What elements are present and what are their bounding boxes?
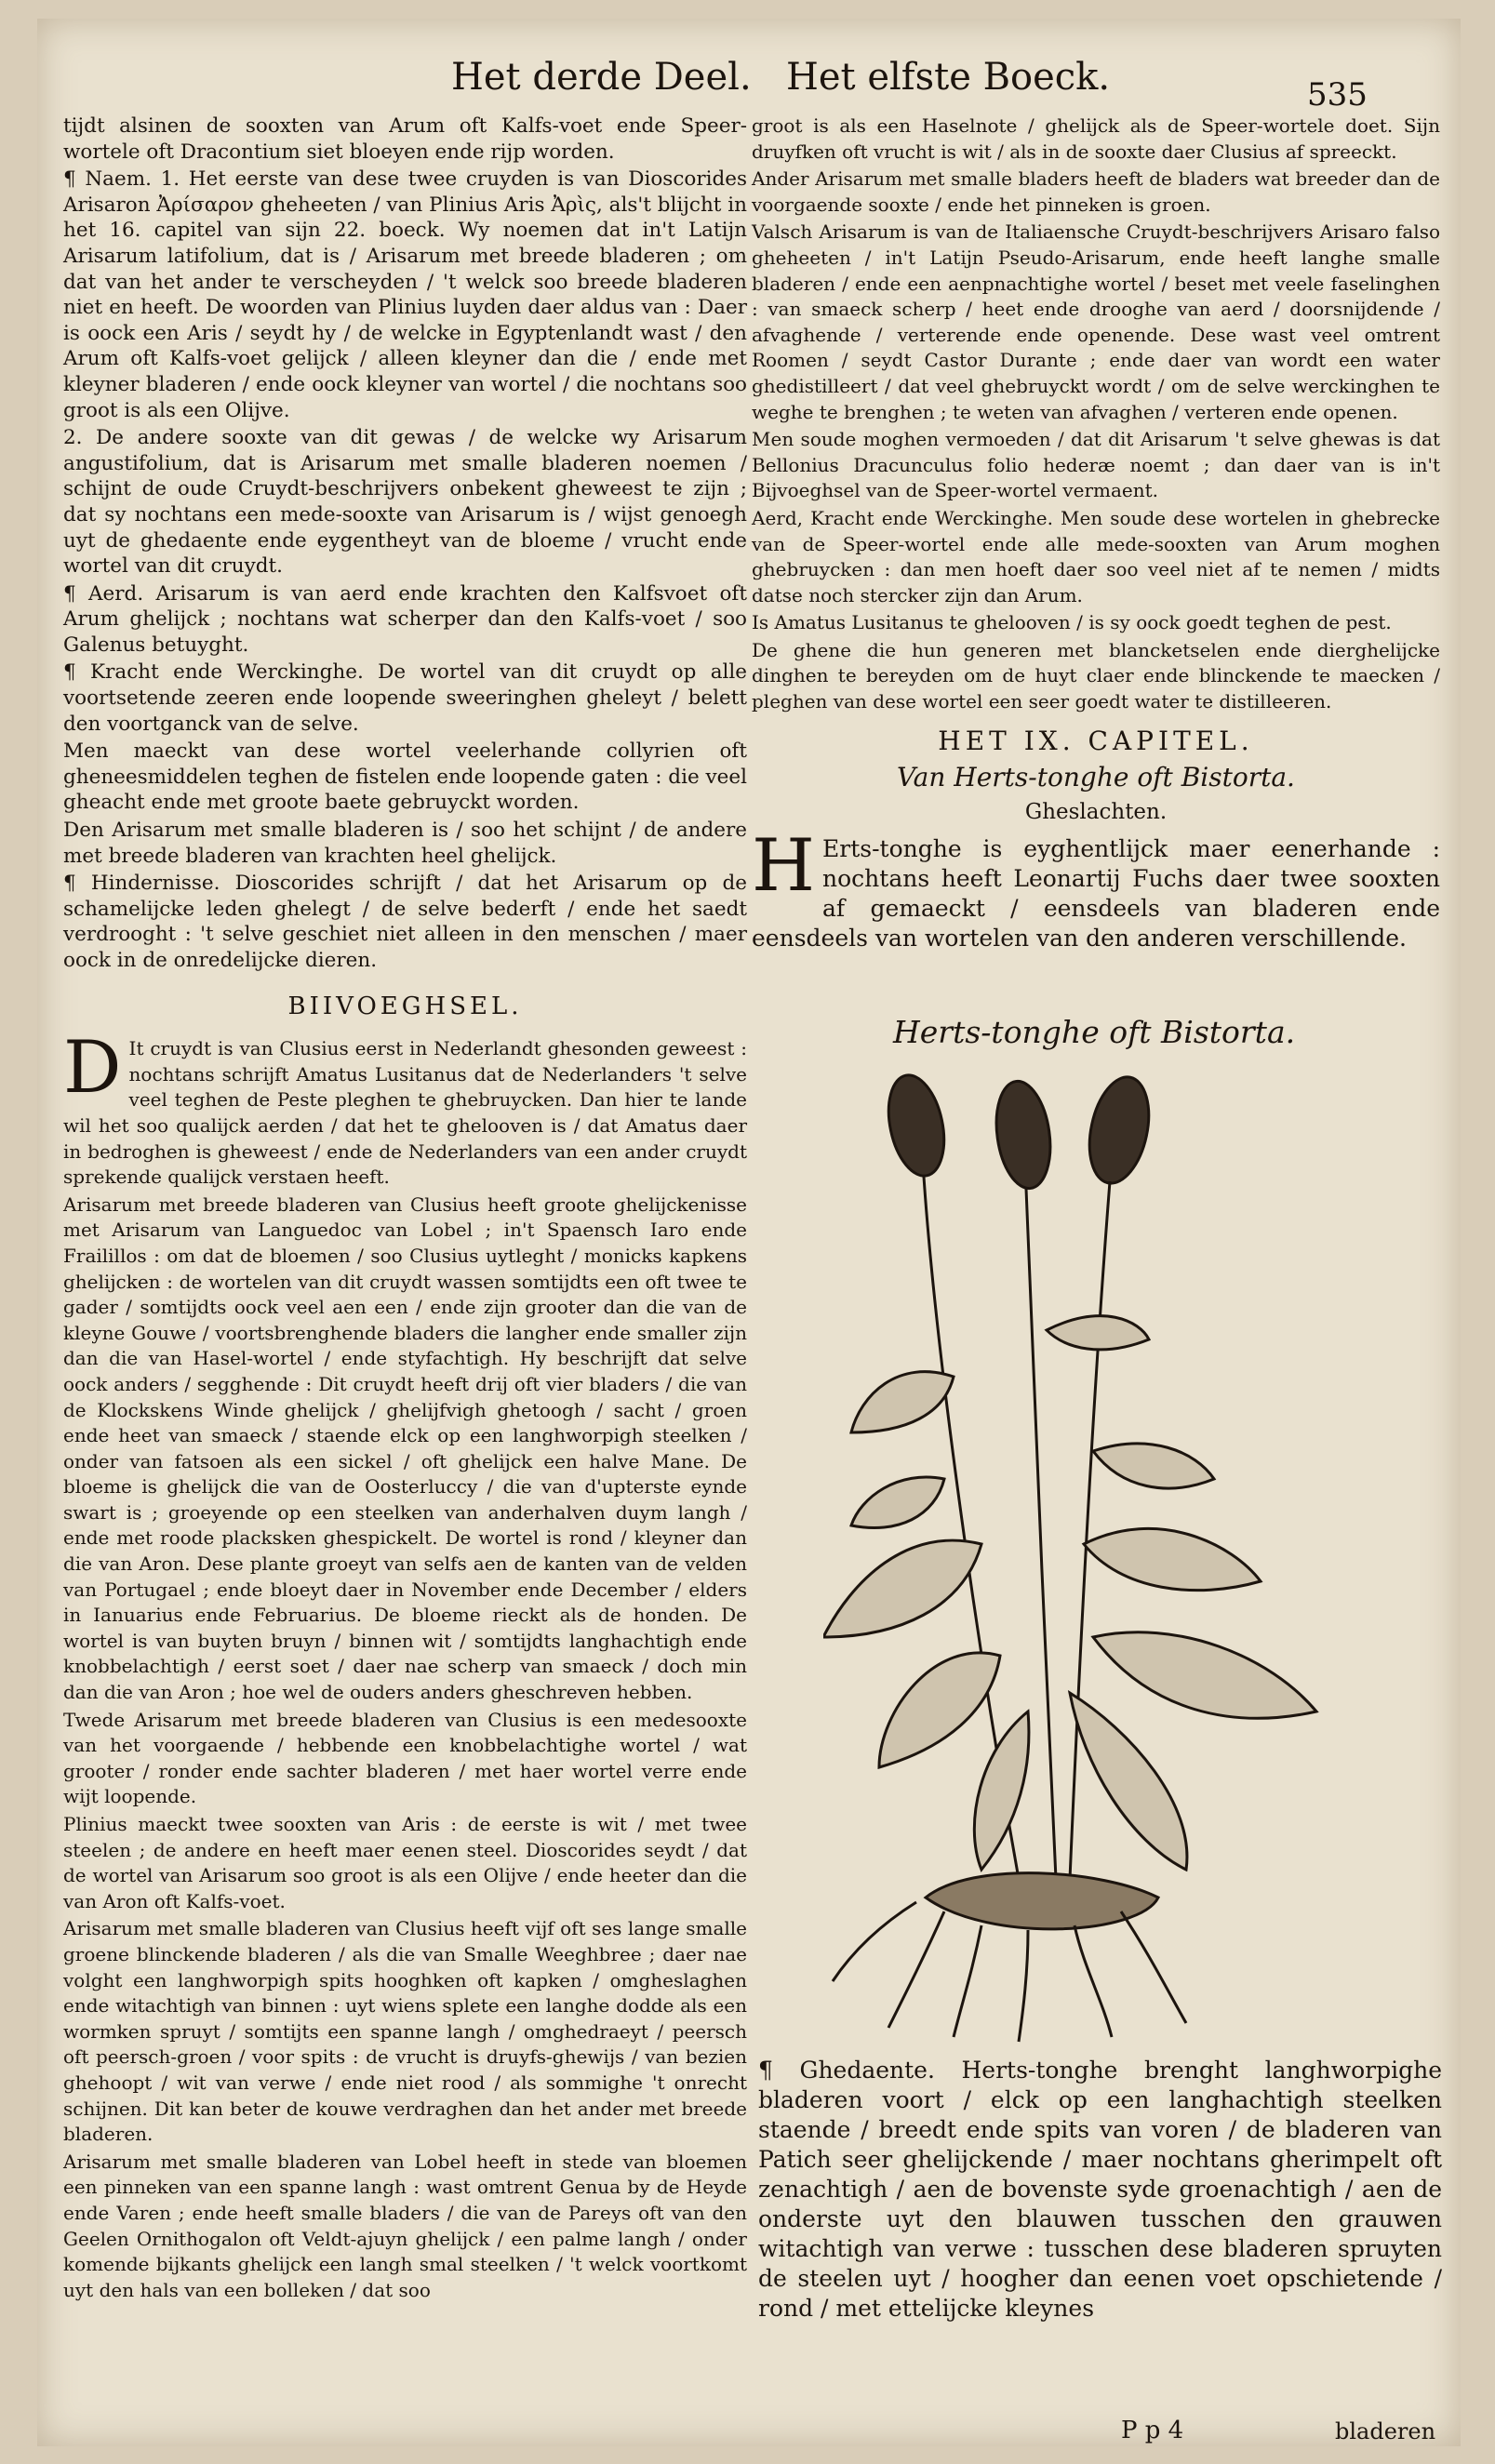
right-column-lower bbox=[758, 2056, 1442, 2325]
page bbox=[37, 19, 1461, 2446]
section-heading: BIIVOEGHSEL. bbox=[287, 992, 523, 1020]
botanical-woodcut-illustration bbox=[823, 1060, 1419, 2046]
paragraph: Arisarum met smalle bladeren van Clusius heeft vijf oft ses lange smalle groene blinckende bladeren / als die van Smalle Weeghbree ; daer nae volght een langhworpigh spits hooghken oft kapken / omgheslaghen ende witachtigh van binnen : uyt wiens splete een langhe dodde als een wormken spruyt / somtijts een spanne langh / omghedraeyt / peersch oft peersch-groen / voor spits : de vrucht is druyfs-ghewijs / van bezien ghehoopt / wit van verwe / ende niet rood / als sommighe 't onrecht schijnen. Dit kan beter de kouwe verdraghen dan het ander met breede bladeren. bbox=[63, 1917, 747, 2146]
paragraph: Den Arisarum met smalle bladeren is / soo het schijnt / de andere met breede bladeren van krachten heel ghelijck. bbox=[63, 819, 747, 868]
paragraph bbox=[752, 824, 1440, 953]
drop-cap: D bbox=[63, 1026, 122, 1111]
chapter-heading: HET IX. CAPITEL. bbox=[938, 725, 1254, 756]
paragraph: tijdt alsinen de sooxten van Arum oft Kalfs-voet ende Speer-wortele oft Dracontium siet bloeyen ende rijp worden. bbox=[63, 114, 747, 164]
paragraph: 2. De andere sooxte van dit gewas / de welcke wy Arisarum angustifolium, dat is Arisarum met smalle bladeren noemen / schijnt de oude Cruydt-beschrijvers onbekent gheweest te zijn ; dat sy nochtans een mede-sooxte van Arisarum is / wijst genoegh uyt de ghedaente ende eygentheyt van de bloeme / vrucht ende wortel van dit cruydt. bbox=[63, 426, 747, 579]
paragraph: ¶ Ghedaente. Herts-tonghe brenght langhworpighe bladeren voort / elck op een langhachtigh steelken staende / breedt ende spits van voren / de bladeren van Patich seer ghelijckende / maer nochtans gherimpelt oft zenachtigh / aen de bovenste syde groenachtigh / aen de onderste uyt den blauwen tusschen den grauwen witachtigh van verwe : tusschen dese bladeren spruyten de steelen uyt / hoogher dan eenen voet opschietende / rond / met ettelijcke kleynes bbox=[758, 2057, 1442, 2322]
signature-mark: P p 4 bbox=[1121, 2417, 1184, 2444]
paragraph: Arisarum met smalle bladeren van Lobel heeft in stede van bloemen een pinneken van een spanne langh : wast omtrent Genua by de Heyde ende Varen ; ende heeft smalle bladers / die van de Pareys oft van den Geelen Ornithogalon oft Veldt-ajuyn ghelijck / een palme langh / onder komende bijkants ghelijck een langh smal steelken / 't welck voortkomt uyt den hals van een bolleken / dat soo bbox=[63, 2150, 747, 2301]
paragraph: De ghene die hun generen met blancketselen ende dierghelijcke dinghen te bereyden om de huyt claer ende blinckende te maecken / pleghen van dese wortel een seer goedt water te distilleeren. bbox=[752, 638, 1440, 713]
paragraph-text: It cruydt is van Clusius eerst in Nederlandt ghesonden geweest : nochtans schrijft Amatus Lusitanus dat de Nederlanders 't selve veel teghen de Peste pleghen te ghebruycken. Dan hier te lande wil het soo qualijck aerden / dat het te ghelooven is / dat Amatus daer in bedroghen is gheweest / ende de Nederlanders van een ander cruydt sprekende qualijck verstaen heeft. bbox=[63, 1037, 747, 1189]
subsection-heading: Gheslachten. bbox=[1024, 799, 1168, 824]
chapter-subtitle: Van Herts-tonghe oft Bistorta. bbox=[897, 762, 1295, 793]
paragraph: ¶ Kracht ende Werckinghe. De wortel van dit cruydt op alle voortsetende zeeren ende loopende sweeringhen gheleyt / belett den voortganck van de selve. bbox=[63, 660, 747, 736]
left-column bbox=[63, 113, 747, 2305]
paragraph: ¶ Naem. 1. Het eerste van dese twee cruyden is van Dioscorides Arisaron Ἀρίσαρον gheheeten / van Plinius Aris Ἀρὶς, als't blijcht in het 16. capitel van sijn 22. boeck. Wy noemen dat in't Latijn Arisarum latifolium, dat is / Arisarum met breede bladeren ; om dat van het ander te verscheyden / 't welck soo breede bladeren niet en heeft. De woorden van Plinius luyden daer aldus van : Daer is oock een Aris / seydt hy / de welcke in Egyptenlandt wast / den Arum oft Kalfs-voet gelijck / alleen kleyner dan die / ende met kleyner bladeren / ende oock kleyner van wortel / die nochtans soo groot is als een Olijve. bbox=[63, 167, 747, 422]
page-number: 535 bbox=[1307, 76, 1368, 113]
paragraph: Plinius maeckt twee sooxten van Aris : de eerste is wit / met twee steelen ; de andere en heeft maer eenen steel. Dioscorides seydt / dat de wortel van Arisarum soo groot is als een Olijve / ende heeter dan die van Aron oft Kalfs-voet. bbox=[63, 1813, 747, 1912]
illustration-caption: Herts-tonghe oft Bistorta. bbox=[893, 1014, 1296, 1050]
paragraph-text: Erts-tonghe is eyghentlijck maer eenerhande : nochtans heeft Leonartij Fuchs daer twee sooxten af gemaeckt / eensdeels van bladeren ende eensdeels van wortelen van den anderen verschillende. bbox=[752, 835, 1440, 952]
paragraph: Twede Arisarum met breede bladeren van Clusius is een medesooxte van het voorgaende / hebbende een knobbelachtighe wortel / wat grooter / ronder ende sachter bladeren / met haer wortel verre ende wijt loopende. bbox=[63, 1708, 747, 1808]
right-column bbox=[752, 113, 1440, 955]
paragraph: Ander Arisarum met smalle bladers heeft de bladers wat breeder dan de voorgaende sooxte / ende het pinneken is groen. bbox=[752, 167, 1440, 216]
paragraph bbox=[63, 1026, 747, 1191]
paragraph: Aerd, Kracht ende Werckinghe. Men soude dese wortelen in ghebrecke van de Speer-wortel ende alle mede-sooxten van Arum moghen ghebruycken : dan men hoeft daer soo veel niet af te nemen / midts datse noch stercker zijn dan Arum. bbox=[752, 506, 1440, 606]
paragraph: ¶ Aerd. Arisarum is van aerd ende krachten den Kalfsvoet oft Arum ghelijck ; nochtans wat scherper dan den Kalfs-voet / soo Galenus betuyght. bbox=[63, 581, 747, 657]
catchword: bladeren bbox=[1335, 2418, 1436, 2444]
paragraph: Valsch Arisarum is van de Italiaensche Cruydt-beschrijvers Arisaro falso gheheeten / in't Latijn Pseudo-Arisarum, ende heeft langhe smalle bladeren / ende een aenpnachtighe wortel / beset met veele faselinghen : van smaeck scherp / heet ende drooghe van aerd / doorsnijdende / afvaghende / verterende ende openende. Dese wast veel omtrent Roomen / seydt Castor Durante ; ende daer van wordt een water ghedistilleert / dat veel ghebruyckt wordt / om de selve werckinghen te weghe te brenghen ; te weten van afvaghen / verteren ende openen. bbox=[752, 220, 1440, 423]
drop-cap: H bbox=[752, 824, 816, 909]
paragraph: groot is als een Haselnote / ghelijck als de Speer-wortele doet. Sijn druyfken oft vrucht is wit / als in de sooxte daer Clusius af spreeckt. bbox=[752, 114, 1440, 163]
running-header-left: Het derde Deel. bbox=[451, 56, 752, 99]
paragraph: Is Amatus Lusitanus te ghelooven / is sy oock goedt teghen de pest. bbox=[752, 611, 1392, 634]
paragraph: Men maeckt van dese wortel veelerhande collyrien oft gheneesmiddelen teghen de fistelen ende loopende gaten : die veel gheacht ende met groote baete gebruyckt worden. bbox=[63, 739, 747, 815]
running-header-right: Het elfste Boeck. bbox=[786, 56, 1111, 99]
paragraph: Arisarum met breede bladeren van Clusius heeft groote ghelijckenisse met Arisarum van Languedoc van Lobel ; in't Spaensch Iaro ende Frailillos : om dat de bloemen / soo Clusius uytleght / monicks kapkens ghelijcken : de wortelen van dit cruydt wassen somtijdts een oft twee te gader / somtijdts oock veel aen een / ende zijn grooter dan die van de kleyne Gouwe / voortsbrenghende bladers die langher ende smaller zijn dan die van Hasel-wortel / ende styfachtigh. Hy beschrijft dat selve oock anders / segghende : Dit cruydt heeft drij oft vier bladers / die van de Klockskens Winde ghelijck / ghelijfvigh ghetoogh / sacht / groen ende heet van smaeck / staende elck op een langhworpigh steelken / onder van fatsoen als een sickel / oft ghelijck een halve Mane. De bloeme is ghelijck die van de Oosterluccy / die van d'upterste eynde swart is ; groeyende op een steelken van anderhalven duym langh / ende met roode placksken ghespickelt. De wortel is rond / kleyner dan die van Aron. Dese plante groeyt van selfs aen de kanten van de velden van Portugael ; ende bloeyt daer in November ende December / elders in Ianuarius ende Februarius. De bloeme rieckt als de honden. De wortel is van buyten bruyn / binnen wit / somtijdts langhachtigh ende knobbelachtigh / eerst soet / daer nae scherp van smaeck / doch min dan die van Aron ; hoe wel de ouders anders gheschreven hebben. bbox=[63, 1192, 747, 1704]
paragraph: Men soude moghen vermoeden / dat dit Arisarum 't selve ghewas is dat Bellonius Dracunculus folio hederæ noemt ; dan daer van is in't Bijvoeghsel van de Speer-wortel vermaent. bbox=[752, 428, 1440, 502]
paragraph: ¶ Hindernisse. Dioscorides schrijft / dat het Arisarum op de schamelijcke leden ghelegt / de selve bederft / ende het saedt verdrooght : 't selve geschiet niet alleen in den menschen / maer oock in de onredelijcke dieren. bbox=[63, 872, 747, 972]
